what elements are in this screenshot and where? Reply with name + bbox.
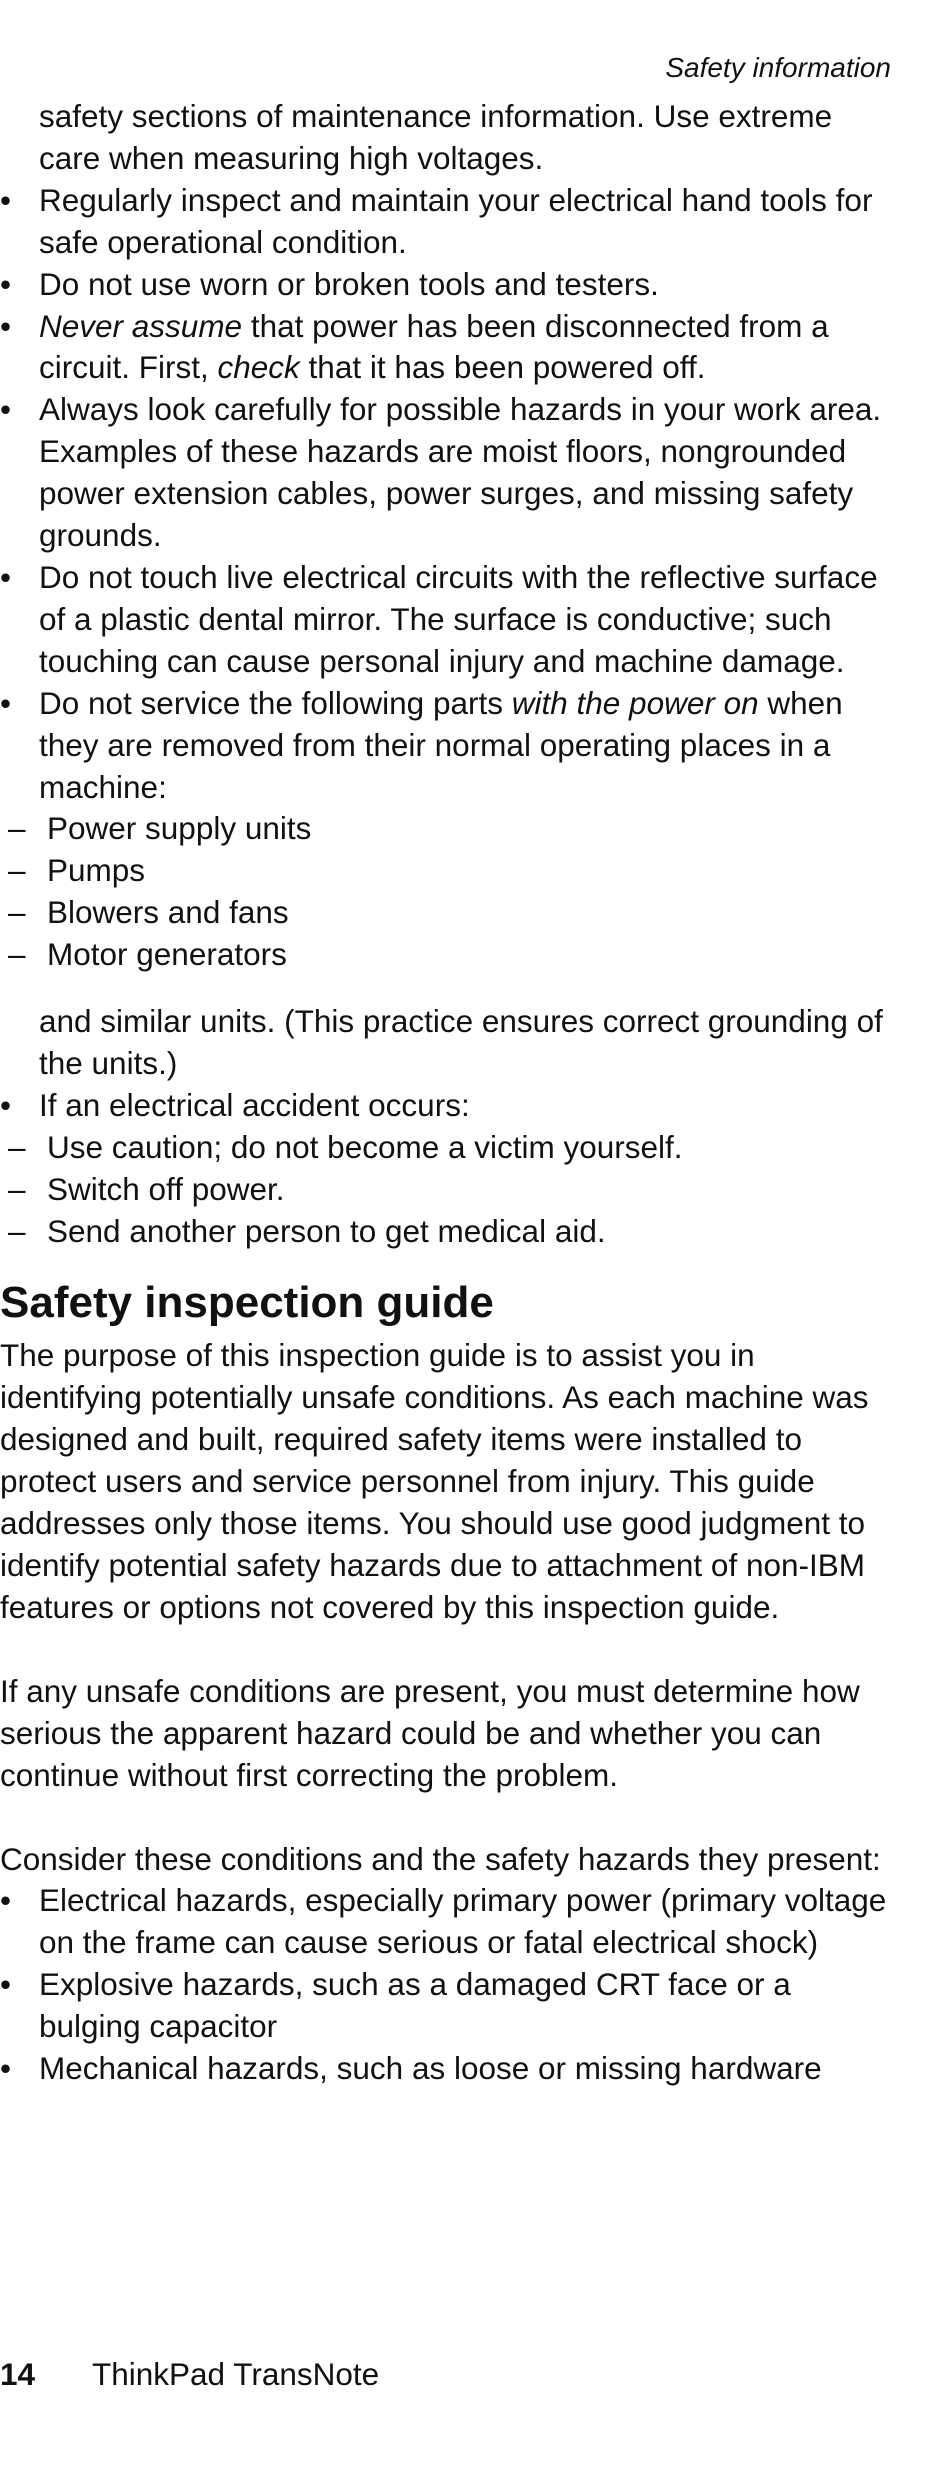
list-item — [0, 180, 900, 264]
bullet-mark: • — [0, 1882, 12, 1919]
list-item-text: Regularly inspect and maintain your electrical hand tools for safe operational condition. — [39, 181, 873, 260]
dash-mark: – — [8, 894, 26, 931]
sublist-item-text: Blowers and fans — [47, 894, 289, 931]
section-paragraph: The purpose of this inspection guide is to assist you in identifying potentially unsafe conditions. As each machine was designed and built, required safety items were installed to protect users and service personnel from injury. This guide addresses only those items. You should use good judgment to identify potential safety hazards due to attachment of non-IBM features or options not covered by this inspection guide. — [0, 1337, 869, 1625]
bullet-mark: • — [0, 265, 12, 302]
sublist-item-text: Switch off power. — [47, 1170, 285, 1207]
dash-mark: – — [8, 1128, 26, 1165]
bullet-mark: • — [0, 2050, 12, 2087]
list-item-text: when they are removed from their normal operating places in a machine: — [39, 684, 843, 805]
sublist-item — [0, 1211, 900, 1253]
emphasis-text: check — [217, 349, 300, 386]
page-content — [0, 96, 900, 2090]
bullet-mark: • — [0, 307, 12, 344]
section-paragraph: Consider these conditions and the safety hazards they present: — [0, 1840, 881, 1877]
list-item-text: Explosive hazards, such as a damaged CRT face or a bulging capacitor — [39, 1966, 791, 2045]
list-item-text: Do not touch live electrical circuits with the reflective surface of a plastic dental mirror. The surface is conductive; such touching can cause personal injury and machine damage. — [39, 558, 878, 679]
hazards-list — [0, 1880, 900, 2090]
list-item — [0, 1964, 900, 2048]
bullet-mark: • — [0, 391, 12, 428]
sublist-item — [0, 892, 900, 934]
page-number: 14 — [0, 2356, 36, 2392]
dash-mark: – — [8, 852, 26, 889]
sublist-item-text: Power supply units — [47, 810, 312, 847]
bullet-mark: • — [0, 1966, 12, 2003]
sublist-item — [0, 1169, 900, 1211]
list-item-text: Electrical hazards, especially primary power (primary voltage on the frame can cause serious or fatal electrical shock) — [39, 1882, 887, 1961]
sublist-item — [0, 1127, 900, 1169]
list-item-text: Do not service the following parts — [39, 684, 512, 721]
list-item-text: Mechanical hazards, such as loose or missing hardware — [39, 2050, 822, 2087]
dash-mark: – — [8, 810, 26, 847]
bullet-mark: • — [0, 1086, 12, 1123]
list-item — [0, 264, 900, 306]
sublist-item — [0, 808, 900, 850]
section-paragraph: If any unsafe conditions are present, you must determine how serious the apparent hazard could be and whether you can continue without first correcting the problem. — [0, 1672, 860, 1793]
spacer — [0, 1629, 900, 1671]
list-item — [0, 306, 900, 390]
list-item — [0, 1085, 900, 1253]
emphasis-text: with the power on — [511, 684, 759, 721]
accident-steps-sublist — [0, 1127, 900, 1253]
safety-practices-list — [0, 180, 900, 1253]
bullet-mark: • — [0, 181, 12, 218]
bullet-mark: • — [0, 684, 12, 721]
sublist-item-text: Send another person to get medical aid. — [47, 1212, 606, 1249]
list-item — [0, 2048, 900, 2090]
dash-mark: – — [8, 936, 26, 973]
book-title: ThinkPad TransNote — [92, 2356, 380, 2392]
list-item — [0, 557, 900, 683]
list-item-text: Always look carefully for possible hazards in your work area. Examples of these hazards are moist floors, nongrounded power extension cables, power surges, and missing safety grounds. — [39, 391, 882, 554]
spacer — [39, 976, 900, 1001]
list-item — [0, 389, 900, 557]
list-item-text: that power has been disconnected from a circuit. First, — [39, 307, 829, 386]
bullet-mark: • — [0, 558, 12, 595]
dash-mark: – — [8, 1212, 26, 1249]
list-item-continuation: and similar units. (This practice ensures correct grounding of the units.) — [39, 1003, 883, 1081]
page-footer — [0, 2354, 379, 2394]
sublist-item — [0, 850, 900, 892]
spacer — [0, 1797, 900, 1839]
sublist-item-text: Use caution; do not become a victim yourself. — [47, 1128, 683, 1165]
dash-mark: – — [8, 1170, 26, 1207]
running-header: Safety information — [665, 52, 891, 83]
unit-types-sublist — [0, 808, 900, 976]
sublist-item — [0, 934, 900, 976]
list-item-text: If an electrical accident occurs: — [39, 1086, 470, 1123]
list-item-text: that it has been powered off. — [299, 349, 706, 386]
list-item-text: Do not use worn or broken tools and testers. — [39, 265, 659, 302]
list-item — [0, 683, 900, 1085]
sublist-item-text: Pumps — [47, 852, 146, 889]
section-title: Safety inspection guide — [0, 1278, 494, 1328]
intro-continuation: safety sections of maintenance information. Use extreme care when measuring high voltages. — [39, 98, 833, 176]
emphasis-text: Never assume — [39, 307, 243, 344]
list-item — [0, 1880, 900, 1964]
sublist-item-text: Motor generators — [47, 936, 287, 973]
